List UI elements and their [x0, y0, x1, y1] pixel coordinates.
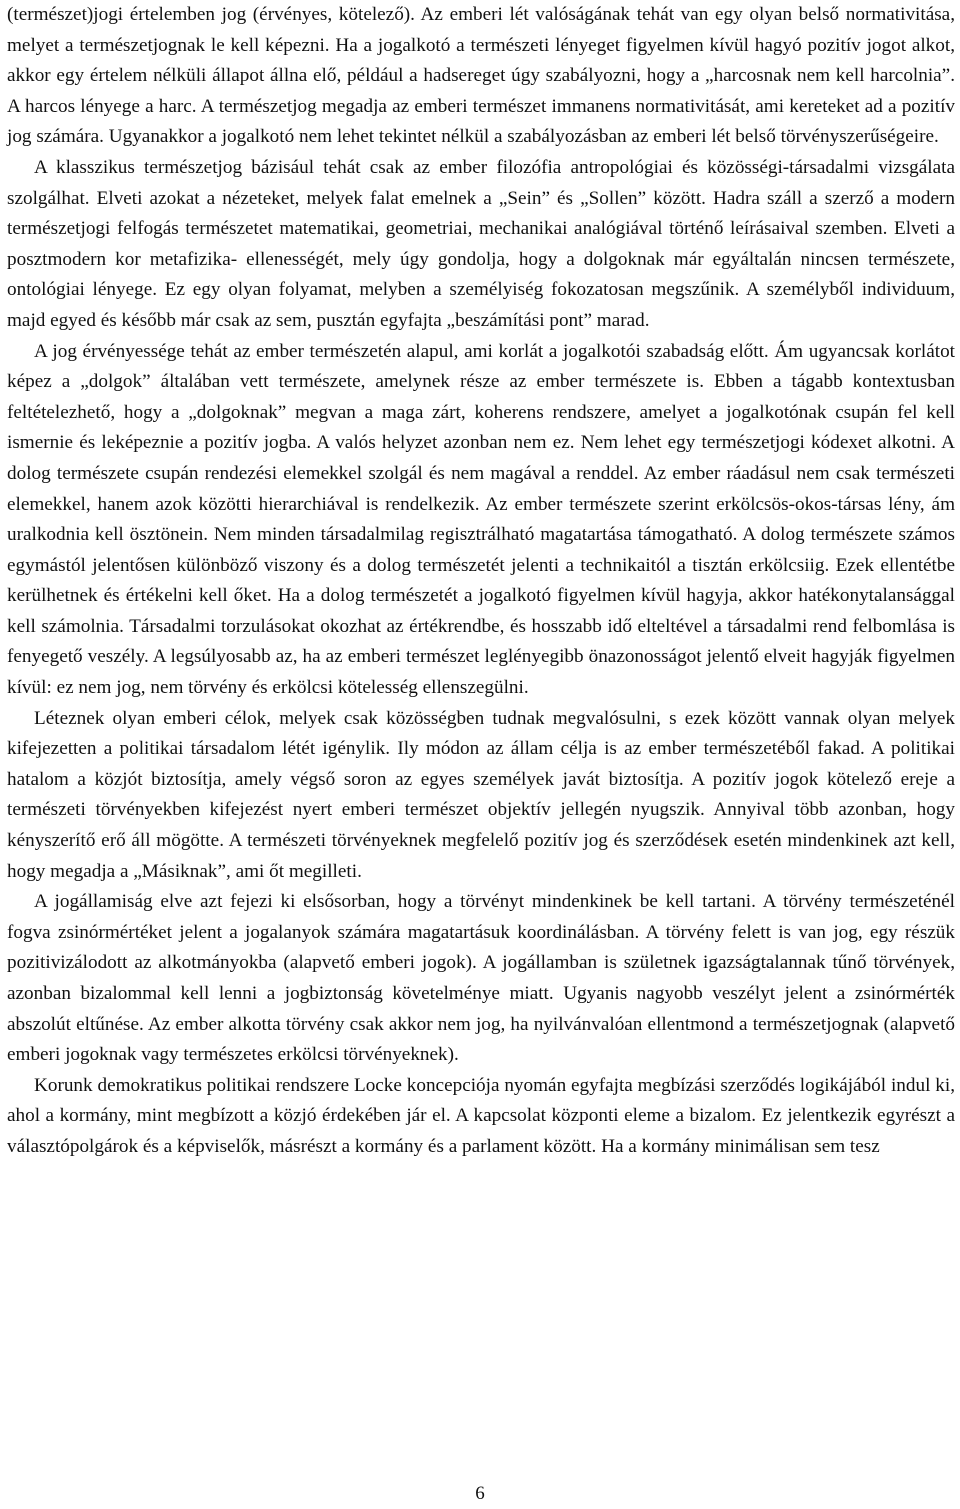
document-body [7, 0, 955, 1163]
paragraph-2: A klasszikus természetjog bázisául tehát csak az ember filozófia antropológiai és közösségi-társadalmi vizsgálata szolgálhat. Elveti azokat a nézeteket, melyek falat emelnek a „Sein” és „Sollen” között. Hadra száll a szerző a modern természetjogi felfogás természetet matematikai, geometriai, mechanikai analógiával történő leírásaival szemben. Elveti a posztmodern kor metafizika- ellenességét, mely úgy gondolja, hogy a dolgoknak már egyáltalán nincsen természete, ontológiai lényege. Ez egy olyan folyamat, melyben a személyiség fokozatosan megszűnik. A személyből individuum, majd egyed és később már csak az sem, pusztán egyfajta „beszámítási pont” marad. [7, 156, 955, 331]
paragraph-1: (természet)jogi értelemben jog (érvényes, kötelező). Az emberi lét valóságának tehát van egy olyan belső normativitása, melyet a természetjognak le kell képezni. Ha a jogalkotó a természeti lényeget figyelmen kívül hagyó pozitív jogot alkot, akkor egy értelem nélküli állapot állna elő, például a hadsereget úgy szabályozni, hogy a „harcosnak nem kell harcolnia”. A harcos lényege a harc. A természetjog megadja az emberi természet immanens normativitását, ami kereteket ad a pozitív jog számára. Ugyanakkor a jogalkotó nem lehet tekintet nélkül a szabályozásban az emberi lét belső törvényszerűségeire. [7, 4, 955, 148]
paragraph-6: Korunk demokratikus politikai rendszere Locke koncepciója nyomán egyfajta megbízási szerződés logikájából indul ki, ahol a kormány, mint megbízott a közjó érdekében jár el. A kapcsolat központi eleme a bizalom. Ez jelentkezik egyrészt a választópolgárok és a képviselők, másrészt a kormány és a parlament között. Ha a kormány minimálisan sem tesz [7, 1074, 955, 1157]
paragraph-3: A jog érvényessége tehát az ember természetén alapul, ami korlát a jogalkotói szabadság előtt. Ám ugyancsak korlátot képez a „dolgok” általában vett természete, amelynek része az ember természete is. Ebben a tágabb kontextusban feltételezhető, hogy a „dolgoknak” megvan a maga zárt, koherens rendszere, amelyet a jogalkotónak csupán fel kell ismernie és leképeznie a pozitív jogba. A valós helyzet azonban nem ez. Nem lehet egy természetjogi kódexet alkotni. A dolog természete csupán rendezési elemekkel szolgál és nem magával a renddel. Az ember ráadásul nem csak természeti elemekkel, hanem azok közötti hierarchiával is rendelkezik. Az ember természete szerint erkölcsös-okos-társas lény, ám uralkodnia kell ösztönein. Nem minden társadalmilag regisztrálható magatartása támogatható. A dolog természete számos egymástól jelentősen különböző viszony és a dolog természetét jelenti a technikaitól a tisztán erkölcsiig. Ezek ellentétbe kerülhetnek és értékelni kell őket. Ha a dolog természetét a jogalkotó figyelmen kívül hagyja, akkor hatékonytalansággal kell számolnia. Társadalmi torzulásokat okozhat az értékrendbe, és hosszabb idő elteltével a társadalmi rend felbomlása is fenyegető veszély. A legsúlyosabb az, ha az emberi természet leglényegibb önazonosságot jelentő elveit hagyják figyelmen kívül: ez nem jog, nem törvény és erkölcsi kötelesség ellenszegülni. [7, 340, 955, 699]
paragraph-5: A jogállamiság elve azt fejezi ki elsősorban, hogy a törvényt mindenkinek be kell tartani. A törvény természeténél fogva zsinórmértéket jelent a jogalanyok számára magatartásuk koordinálásban. A törvény felett is van jog, egy részük pozitivizálodott az alkotmányokba (alapvető emberi jogok). A jogállamban is születnek igazságtalannak tűnő törvények, azonban bizalommal kell lenni a jogbiztonság követelménye miatt. Ugyanis nagyobb veszélyt jelent a zsinórmérték abszolút eltűnése. Az ember alkotta törvény csak akkor nem jog, ha nyilvánvalóan ellentmond a természetjognak (alapvető emberi jogoknak vagy természetes erkölcsi törvényeknek). [7, 891, 955, 1066]
page-number: 6 [475, 1483, 485, 1504]
paragraph-4: Léteznek olyan emberi célok, melyek csak közösségben tudnak megvalósulni, s ezek között vannak olyan melyek kifejezetten a politikai társadalom létét igénylik. Ily módon az állam célja is az ember természetéből fakad. A politikai hatalom a közjót biztosítja, amely végső soron az egyes személyek javát biztosítja. A pozitív jogok kötelező ereje a természeti törvényekben kifejezést nyert emberi természet objektív jellegén nyugszik. Annyival több azonban, hogy kényszerítő erő áll mögötte. A természeti törvényeknek megfelelő pozitív jog és szerződések esetén mindenkinek azt kell, hogy megadja a „Másiknak”, ami őt megilleti. [7, 707, 955, 882]
